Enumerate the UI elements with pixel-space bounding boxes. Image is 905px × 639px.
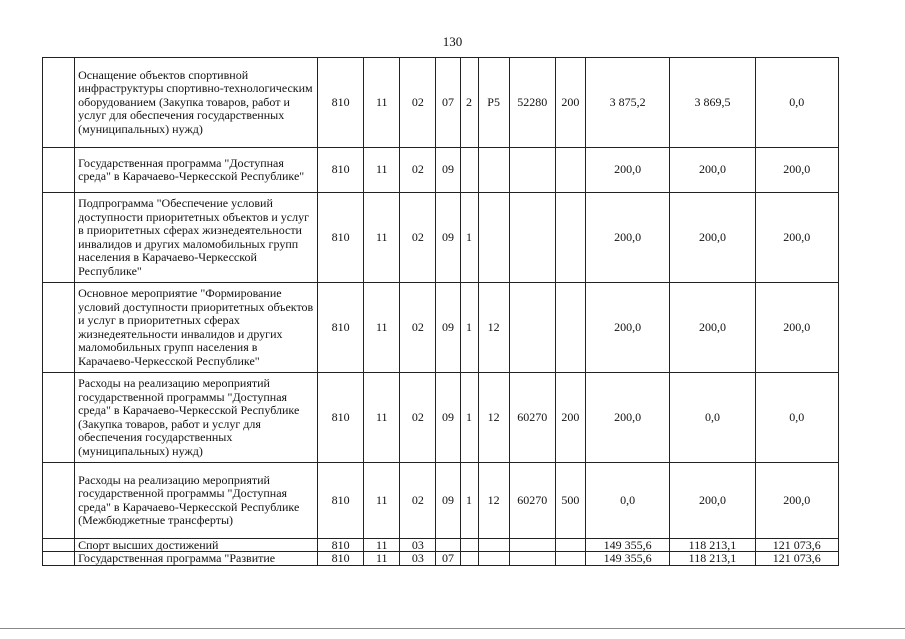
cell-c8 bbox=[555, 539, 585, 552]
cell-c8 bbox=[555, 148, 585, 193]
cell-c6 bbox=[478, 193, 509, 283]
cell-y2: 118 213,1 bbox=[670, 539, 755, 552]
blank-cell bbox=[43, 373, 75, 463]
cell-c4: 09 bbox=[436, 373, 460, 463]
cell-y2: 200,0 bbox=[670, 193, 755, 283]
cell-c5: 1 bbox=[460, 463, 478, 539]
blank-cell bbox=[43, 552, 75, 566]
cell-c8: 500 bbox=[555, 463, 585, 539]
cell-c2: 11 bbox=[364, 373, 400, 463]
cell-c1: 810 bbox=[318, 193, 364, 283]
cell-c3: 02 bbox=[400, 148, 436, 193]
cell-c5: 2 bbox=[460, 58, 478, 148]
cell-c6 bbox=[478, 148, 509, 193]
cell-c6 bbox=[478, 539, 509, 552]
cell-c4 bbox=[436, 539, 460, 552]
cell-c8: 200 bbox=[555, 373, 585, 463]
cell-c7: 60270 bbox=[509, 463, 555, 539]
row-name: Расходы на реализацию мероприятий государственной программы "Доступная среда" в Карачаево-Черкесской Республике (Закупка товаров, работ и услуг для обеспечения государственных (муниципальных) нужд) bbox=[75, 373, 318, 463]
cell-c1: 810 bbox=[318, 463, 364, 539]
cell-y2: 0,0 bbox=[670, 373, 755, 463]
cell-c1: 810 bbox=[318, 148, 364, 193]
cell-c5: 1 bbox=[460, 193, 478, 283]
cell-c2: 11 bbox=[364, 552, 400, 566]
cell-y3: 200,0 bbox=[755, 193, 838, 283]
table-row bbox=[43, 193, 839, 283]
cell-c6: P5 bbox=[478, 58, 509, 148]
cell-c2: 11 bbox=[364, 58, 400, 148]
cell-y2: 3 869,5 bbox=[670, 58, 755, 148]
cell-c4: 07 bbox=[436, 58, 460, 148]
cell-y3: 121 073,6 bbox=[755, 539, 838, 552]
cell-c4: 09 bbox=[436, 193, 460, 283]
row-name: Подпрограмма "Обеспечение условий доступности приоритетных объектов и услуг в приоритетных сферах жизнедеятельности инвалидов и других маломобильных групп населения в Карачаево-Черкесской Республике" bbox=[75, 193, 318, 283]
cell-c2: 11 bbox=[364, 463, 400, 539]
cell-y1: 200,0 bbox=[585, 373, 669, 463]
cell-y3: 200,0 bbox=[755, 283, 838, 373]
cell-c3: 02 bbox=[400, 283, 436, 373]
cell-y2: 200,0 bbox=[670, 463, 755, 539]
cell-y1: 200,0 bbox=[585, 283, 669, 373]
cell-c7 bbox=[509, 193, 555, 283]
cell-c2: 11 bbox=[364, 283, 400, 373]
cell-c8 bbox=[555, 552, 585, 566]
cell-c4: 09 bbox=[436, 148, 460, 193]
cell-c7 bbox=[509, 552, 555, 566]
cell-c4: 07 bbox=[436, 552, 460, 566]
cell-c7 bbox=[509, 283, 555, 373]
cell-c1: 810 bbox=[318, 539, 364, 552]
cell-c5: 1 bbox=[460, 373, 478, 463]
cell-c2: 11 bbox=[364, 148, 400, 193]
cell-c4: 09 bbox=[436, 463, 460, 539]
cell-c6: 12 bbox=[478, 463, 509, 539]
cell-c7: 52280 bbox=[509, 58, 555, 148]
cell-c3: 02 bbox=[400, 463, 436, 539]
cell-y1: 3 875,2 bbox=[585, 58, 669, 148]
cell-c6: 12 bbox=[478, 373, 509, 463]
cell-c3: 03 bbox=[400, 552, 436, 566]
cell-c5: 1 bbox=[460, 283, 478, 373]
cell-c7: 60270 bbox=[509, 373, 555, 463]
cell-c8 bbox=[555, 193, 585, 283]
cell-c2: 11 bbox=[364, 193, 400, 283]
table-row bbox=[43, 463, 839, 539]
cell-c2: 11 bbox=[364, 539, 400, 552]
cell-c7 bbox=[509, 539, 555, 552]
cell-y2: 200,0 bbox=[670, 283, 755, 373]
cell-c1: 810 bbox=[318, 373, 364, 463]
cell-c1: 810 bbox=[318, 283, 364, 373]
table-row bbox=[43, 373, 839, 463]
cell-c3: 02 bbox=[400, 193, 436, 283]
table-row bbox=[43, 148, 839, 193]
row-name: Государственная программа "Доступная среда" в Карачаево-Черкесской Республике" bbox=[75, 148, 318, 193]
row-name: Основное мероприятие "Формирование условий доступности приоритетных объектов и услуг в приоритетных сферах жизнедеятельности инвалидов и других маломобильных групп населения в Карачаево-Черкесской Республике" bbox=[75, 283, 318, 373]
cell-c5 bbox=[460, 552, 478, 566]
page-number: 130 bbox=[442, 34, 463, 49]
table-row bbox=[43, 283, 839, 373]
page-bottom-rule bbox=[0, 628, 905, 629]
blank-cell bbox=[43, 193, 75, 283]
row-name: Расходы на реализацию мероприятий государственной программы "Доступная среда" в Карачаево-Черкесской Республике (Межбюджетные трансферты) bbox=[75, 463, 318, 539]
cell-c6 bbox=[478, 552, 509, 566]
row-name: Оснащение объектов спортивной инфраструктуры спортивно-технологическим оборудованием (Закупка товаров, работ и услуг для обеспечения государственных (муниципальных) нужд) bbox=[75, 58, 318, 148]
row-name: Спорт высших достижений bbox=[75, 539, 318, 552]
cell-c3: 02 bbox=[400, 373, 436, 463]
blank-cell bbox=[43, 283, 75, 373]
cell-c3: 03 bbox=[400, 539, 436, 552]
cell-y2: 118 213,1 bbox=[670, 552, 755, 566]
cell-c4: 09 bbox=[436, 283, 460, 373]
blank-cell bbox=[43, 463, 75, 539]
cell-y1: 0,0 bbox=[585, 463, 669, 539]
table-row bbox=[43, 58, 839, 148]
cell-y3: 200,0 bbox=[755, 463, 838, 539]
cell-y2: 200,0 bbox=[670, 148, 755, 193]
cell-y1: 200,0 bbox=[585, 193, 669, 283]
cell-c5 bbox=[460, 539, 478, 552]
blank-cell bbox=[43, 539, 75, 552]
cell-y3: 200,0 bbox=[755, 148, 838, 193]
blank-cell bbox=[43, 58, 75, 148]
cell-y1: 149 355,6 bbox=[585, 552, 669, 566]
cell-y3: 0,0 bbox=[755, 58, 838, 148]
cell-c7 bbox=[509, 148, 555, 193]
cell-y1: 149 355,6 bbox=[585, 539, 669, 552]
table-row bbox=[43, 539, 839, 552]
row-name: Государственная программа "Развитие bbox=[75, 552, 318, 566]
cell-c5 bbox=[460, 148, 478, 193]
table-row bbox=[43, 552, 839, 566]
cell-c1: 810 bbox=[318, 58, 364, 148]
blank-cell bbox=[43, 148, 75, 193]
cell-y3: 121 073,6 bbox=[755, 552, 838, 566]
cell-c3: 02 bbox=[400, 58, 436, 148]
cell-c8: 200 bbox=[555, 58, 585, 148]
cell-y1: 200,0 bbox=[585, 148, 669, 193]
cell-c1: 810 bbox=[318, 552, 364, 566]
budget-table bbox=[42, 57, 839, 566]
cell-c8 bbox=[555, 283, 585, 373]
cell-c6: 12 bbox=[478, 283, 509, 373]
cell-y3: 0,0 bbox=[755, 373, 838, 463]
